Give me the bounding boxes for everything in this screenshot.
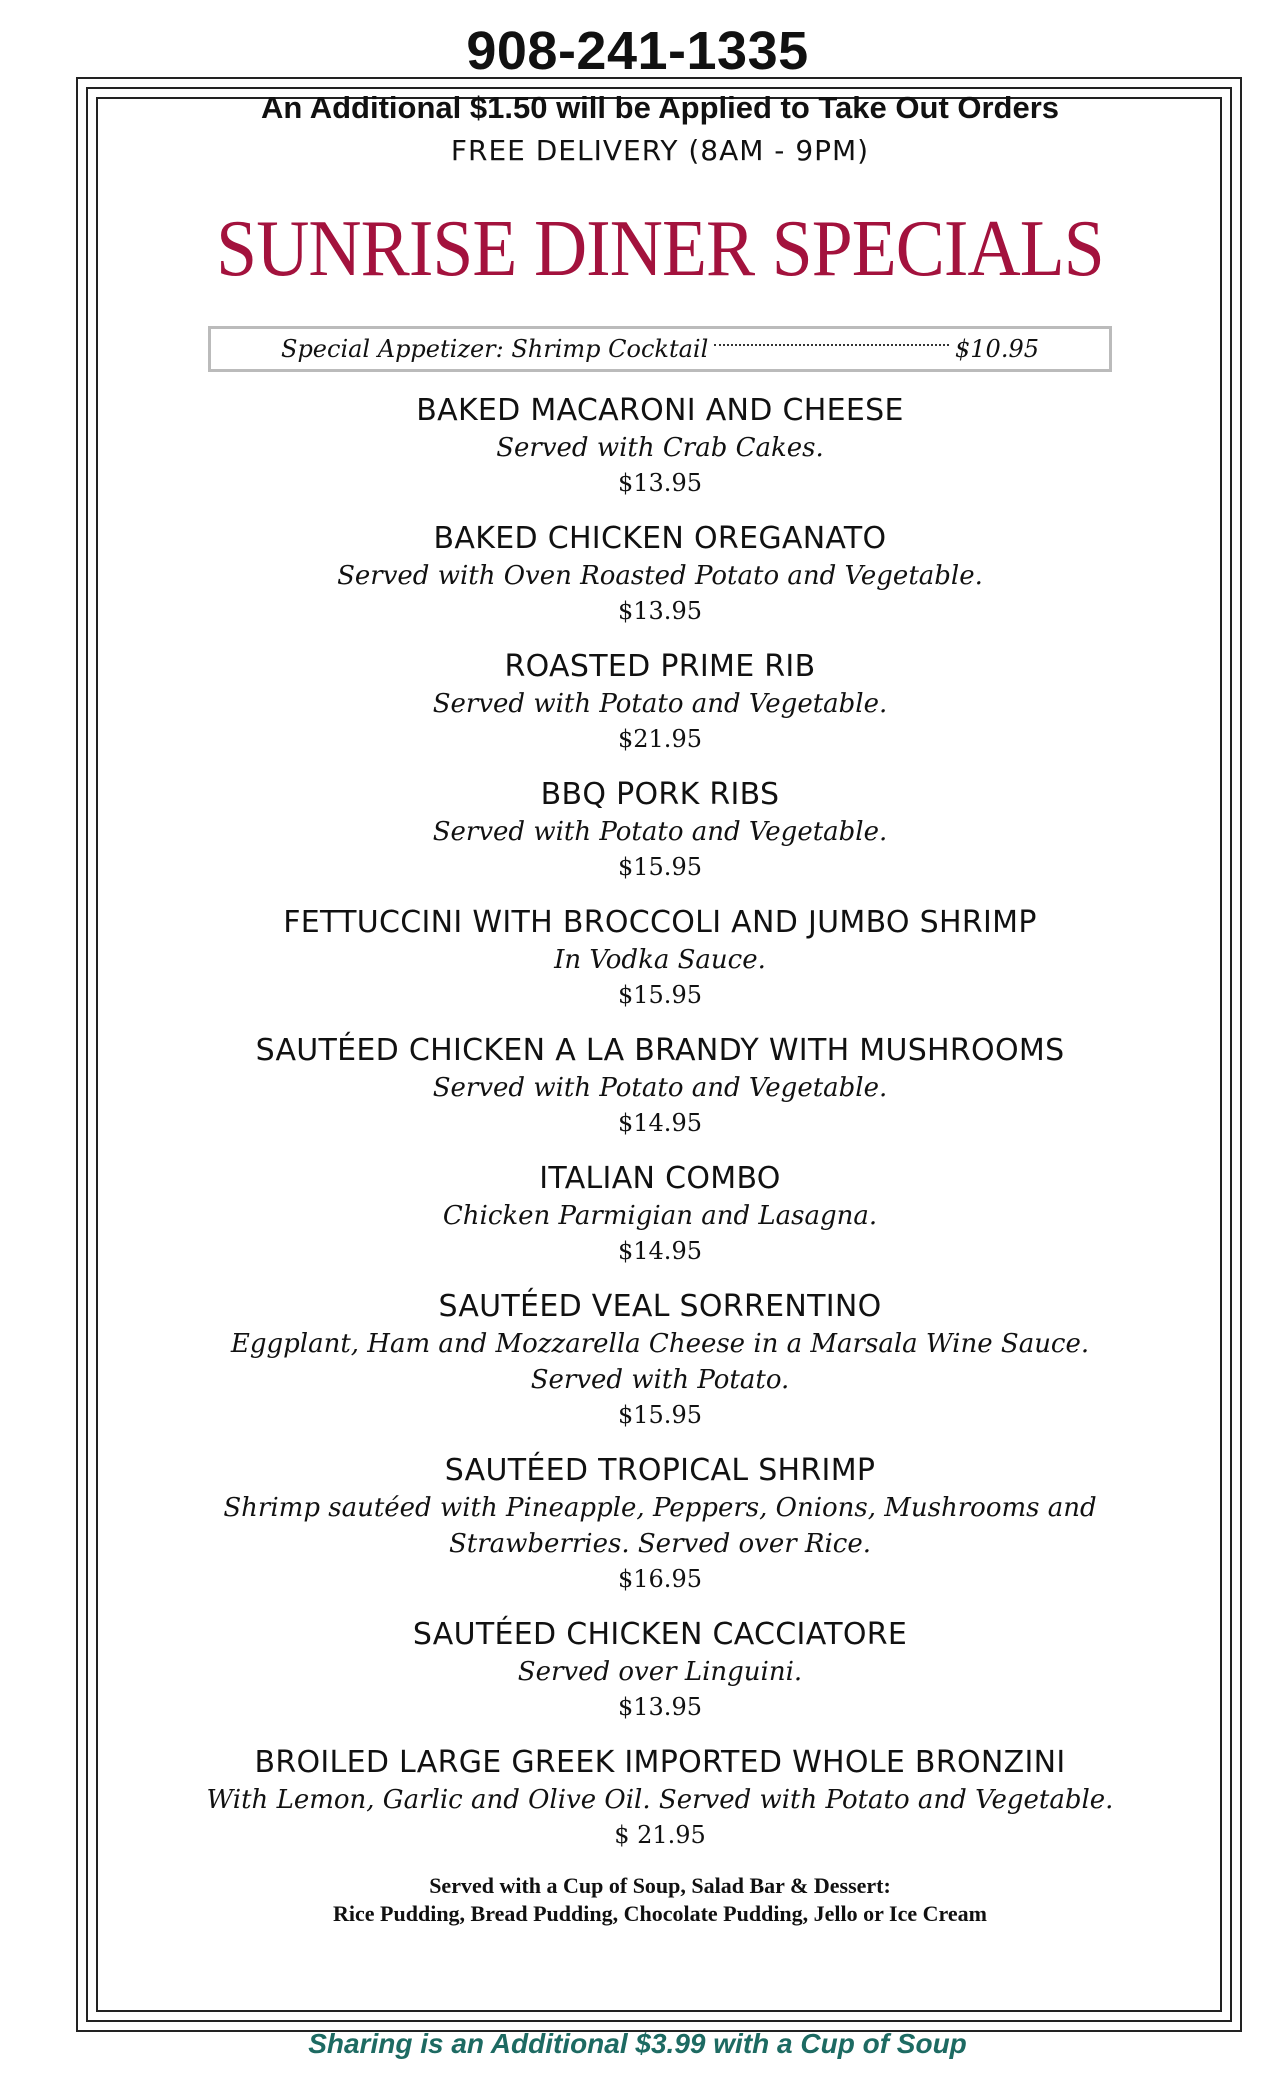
delivery-hours: FREE DELIVERY (8AM - 9PM)	[450, 134, 870, 167]
item-price: $13.95	[618, 469, 702, 497]
item-description: With Lemon, Garlic and Olive Oil. Served with Potato and Vegetable.	[206, 1785, 1114, 1815]
menu-item	[110, 776, 1210, 884]
served-with-note	[110, 1872, 1210, 1928]
item-price: $14.95	[618, 1109, 702, 1137]
item-description: Eggplant, Ham and Mozzarella Cheese in a Marsala Wine Sauce. Served with Potato.	[230, 1329, 1090, 1395]
menu-item	[110, 648, 1210, 756]
item-price: $ 21.95	[614, 1821, 706, 1849]
item-name: SAUTÉED TROPICAL SHRIMP	[444, 1453, 876, 1488]
appetizer-price: $10.95	[955, 335, 1039, 363]
item-name: BAKED CHICKEN OREGANATO	[433, 521, 887, 556]
served-with-line-1: Served with a Cup of Soup, Salad Bar & Dessert:	[429, 1873, 891, 1898]
item-description: Served with Oven Roasted Potato and Vegetable.	[337, 561, 983, 591]
menu-item	[110, 520, 1210, 628]
menu-item	[110, 1452, 1210, 1596]
item-description: Chicken Parmigian and Lasagna.	[442, 1201, 878, 1231]
item-description: Served with Potato and Vegetable.	[432, 817, 888, 847]
menu-item	[110, 1288, 1210, 1432]
item-price: $15.95	[618, 981, 702, 1009]
item-name: BROILED LARGE GREEK IMPORTED WHOLE BRONZINI	[254, 1745, 1066, 1780]
item-price: $21.95	[618, 725, 702, 753]
item-name: BAKED MACARONI AND CHEESE	[416, 393, 904, 428]
served-with-line-2: Rice Pudding, Bread Pudding, Chocolate Pudding, Jello or Ice Cream	[333, 1901, 987, 1926]
item-description: Served with Crab Cakes.	[496, 433, 824, 463]
item-name: ITALIAN COMBO	[539, 1161, 781, 1196]
takeout-notice: An Additional $1.50 will be Applied to Take Out Orders	[260, 90, 1060, 125]
item-name: SAUTÉED CHICKEN CACCIATORE	[412, 1617, 908, 1652]
special-appetizer-box	[208, 326, 1112, 372]
item-description: Served with Potato and Vegetable.	[432, 689, 888, 719]
sharing-notice: Sharing is an Additional $3.99 with a Cup of Soup	[308, 2028, 967, 2059]
item-price: $14.95	[618, 1237, 702, 1265]
item-description: Shrimp sautéed with Pineapple, Peppers, Onions, Mushrooms and Strawberries. Served over Rice.	[223, 1493, 1097, 1559]
menu-item	[110, 904, 1210, 1012]
menu-content	[110, 88, 1210, 1928]
item-price: $13.95	[618, 597, 702, 625]
item-price: $13.95	[618, 1693, 702, 1721]
appetizer-label: Special Appetizer: Shrimp Cocktail	[281, 335, 709, 363]
menu-item	[110, 1032, 1210, 1140]
item-name: BBQ PORK RIBS	[540, 777, 780, 812]
menu-title: SUNRISE DINER SPECIALS	[216, 205, 1104, 293]
menu-item	[110, 1616, 1210, 1724]
dot-leader	[714, 344, 949, 346]
item-price: $15.95	[618, 1401, 702, 1429]
phone-number: 908-241-1335	[466, 21, 809, 81]
item-name: SAUTÉED CHICKEN A LA BRANDY WITH MUSHROOMS	[255, 1033, 1065, 1068]
item-description: Served with Potato and Vegetable.	[432, 1073, 888, 1103]
item-price: $15.95	[618, 853, 702, 881]
menu-item	[110, 1744, 1210, 1852]
item-name: ROASTED PRIME RIB	[504, 649, 816, 684]
item-description: Served over Linguini.	[517, 1657, 803, 1687]
menu-item	[110, 392, 1210, 500]
item-name: SAUTÉED VEAL SORRENTINO	[438, 1289, 882, 1324]
item-description: In Vodka Sauce.	[554, 945, 766, 975]
specials-list	[110, 392, 1210, 1852]
item-price: $16.95	[618, 1565, 702, 1593]
menu-item	[110, 1160, 1210, 1268]
item-name: FETTUCCINI WITH BROCCOLI AND JUMBO SHRIMP	[283, 905, 1037, 940]
